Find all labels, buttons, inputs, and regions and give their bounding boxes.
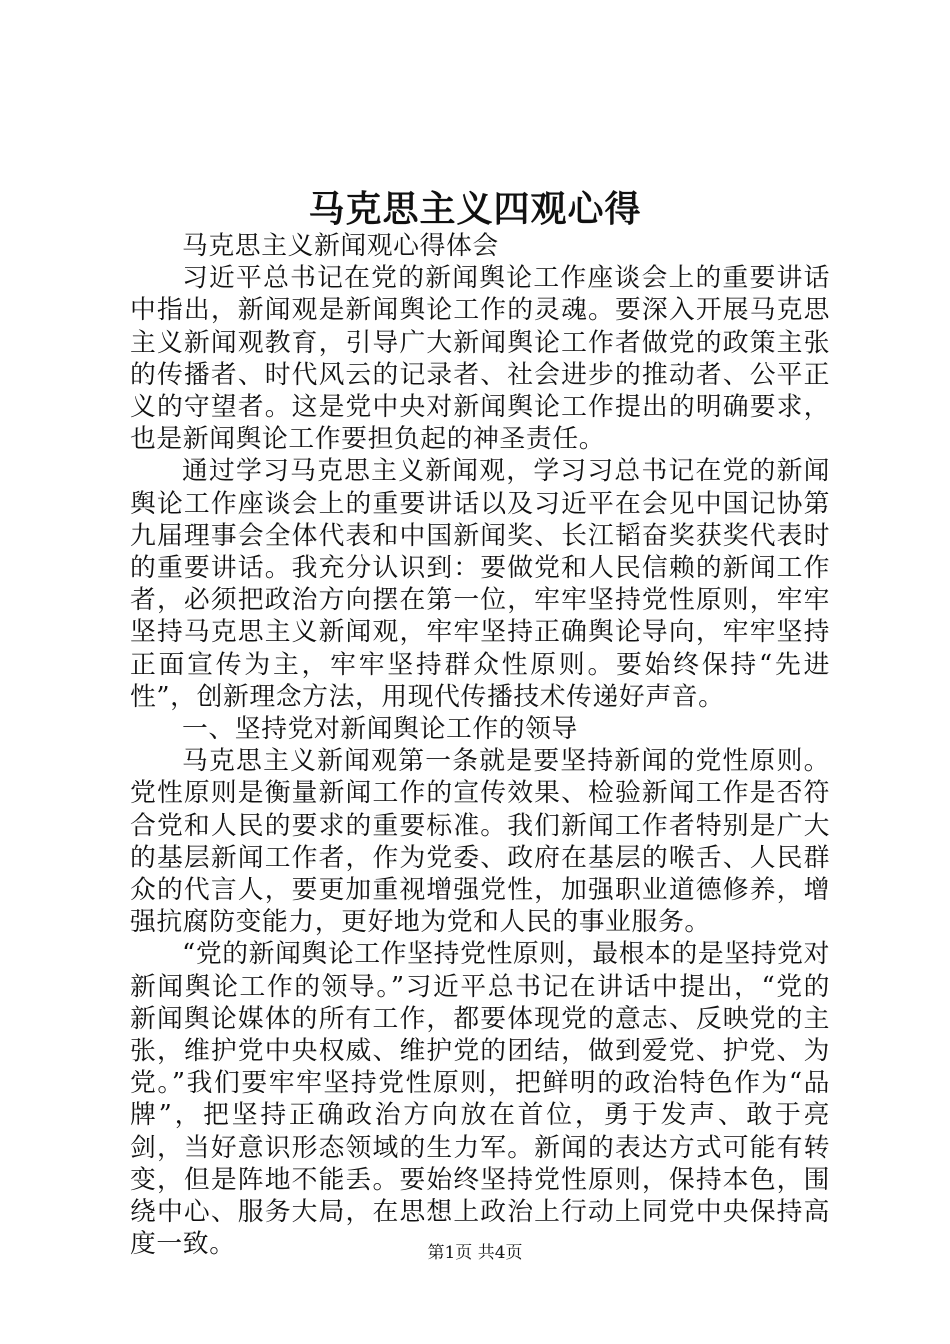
paragraph: 通过学习马克思主义新闻观，学习习总书记在党的新闻舆论工作座谈会上的重要讲话以及习近平在会见中国记协第九届理事会全体代表和中国新闻奖、长江韬奋奖获奖代表时的重要讲话。我充分认识到：要做党和人民信赖的新闻工作者，必须把政治方向摆在第一位，牢牢坚持党性原则，牢牢坚持马克思主义新闻观，牢牢坚持正确舆论导向，牢牢坚持正面宣传为主，牢牢坚持群众性原则。要始终保持“先进性”，创新理念方法，用现代传播技术传递好声音。 <box>130 456 830 712</box>
paragraph: “党的新闻舆论工作坚持党性原则，最根本的是坚持党对新闻舆论工作的领导。”习近平总书记在讲话中提出，“党的新闻舆论媒体的所有工作，都要体现党的意志、反映党的主张，维护党中央权威、维护党的团结，做到爱党、护党、为党。”我们要牢牢坚持党性原则，把鲜明的政治特色作为“品牌”，把坚持正确政治方向放在首位，勇于发声、敢于亮剑，当好意识形态领域的生力军。新闻的表达方式可能有转变，但是阵地不能丢。要始终坚持党性原则，保持本色，围绕中心、服务大局，在思想上政治上行动上同党中央保持高度一致。 <box>130 939 830 1260</box>
section-heading: 一、坚持党对新闻舆论工作的领导 <box>182 714 578 745</box>
paragraph: 习近平总书记在党的新闻舆论工作座谈会上的重要讲话中指出，新闻观是新闻舆论工作的灵魂。要深入开展马克思主义新闻观教育，引导广大新闻舆论工作者做党的政策主张的传播者、时代风云的记录者、社会进步的推动者、公平正义的守望者。这是党中央对新闻舆论工作提出的明确要求，也是新闻舆论工作要担负起的神圣责任。 <box>130 263 830 455</box>
section-heading: 马克思主义新闻观心得体会 <box>182 231 499 261</box>
paragraph: 马克思主义新闻观第一条就是要坚持新闻的党性原则。党性原则是衡量新闻工作的宣传效果、检验新闻工作是否符合党和人民的要求的重要标准。我们新闻工作者特别是广大的基层新闻工作者，作为党委、政府在基层的喉舌、人民群众的代言人，要更加重视增强党性，加强职业道德修养，增强抗腐防变能力，更好地为党和人民的事业服务。 <box>130 746 830 938</box>
document-body <box>130 230 830 1261</box>
document-title: 马克思主义四观心得 <box>308 188 642 230</box>
page-footer: 第1页 共4页 <box>427 1243 523 1263</box>
